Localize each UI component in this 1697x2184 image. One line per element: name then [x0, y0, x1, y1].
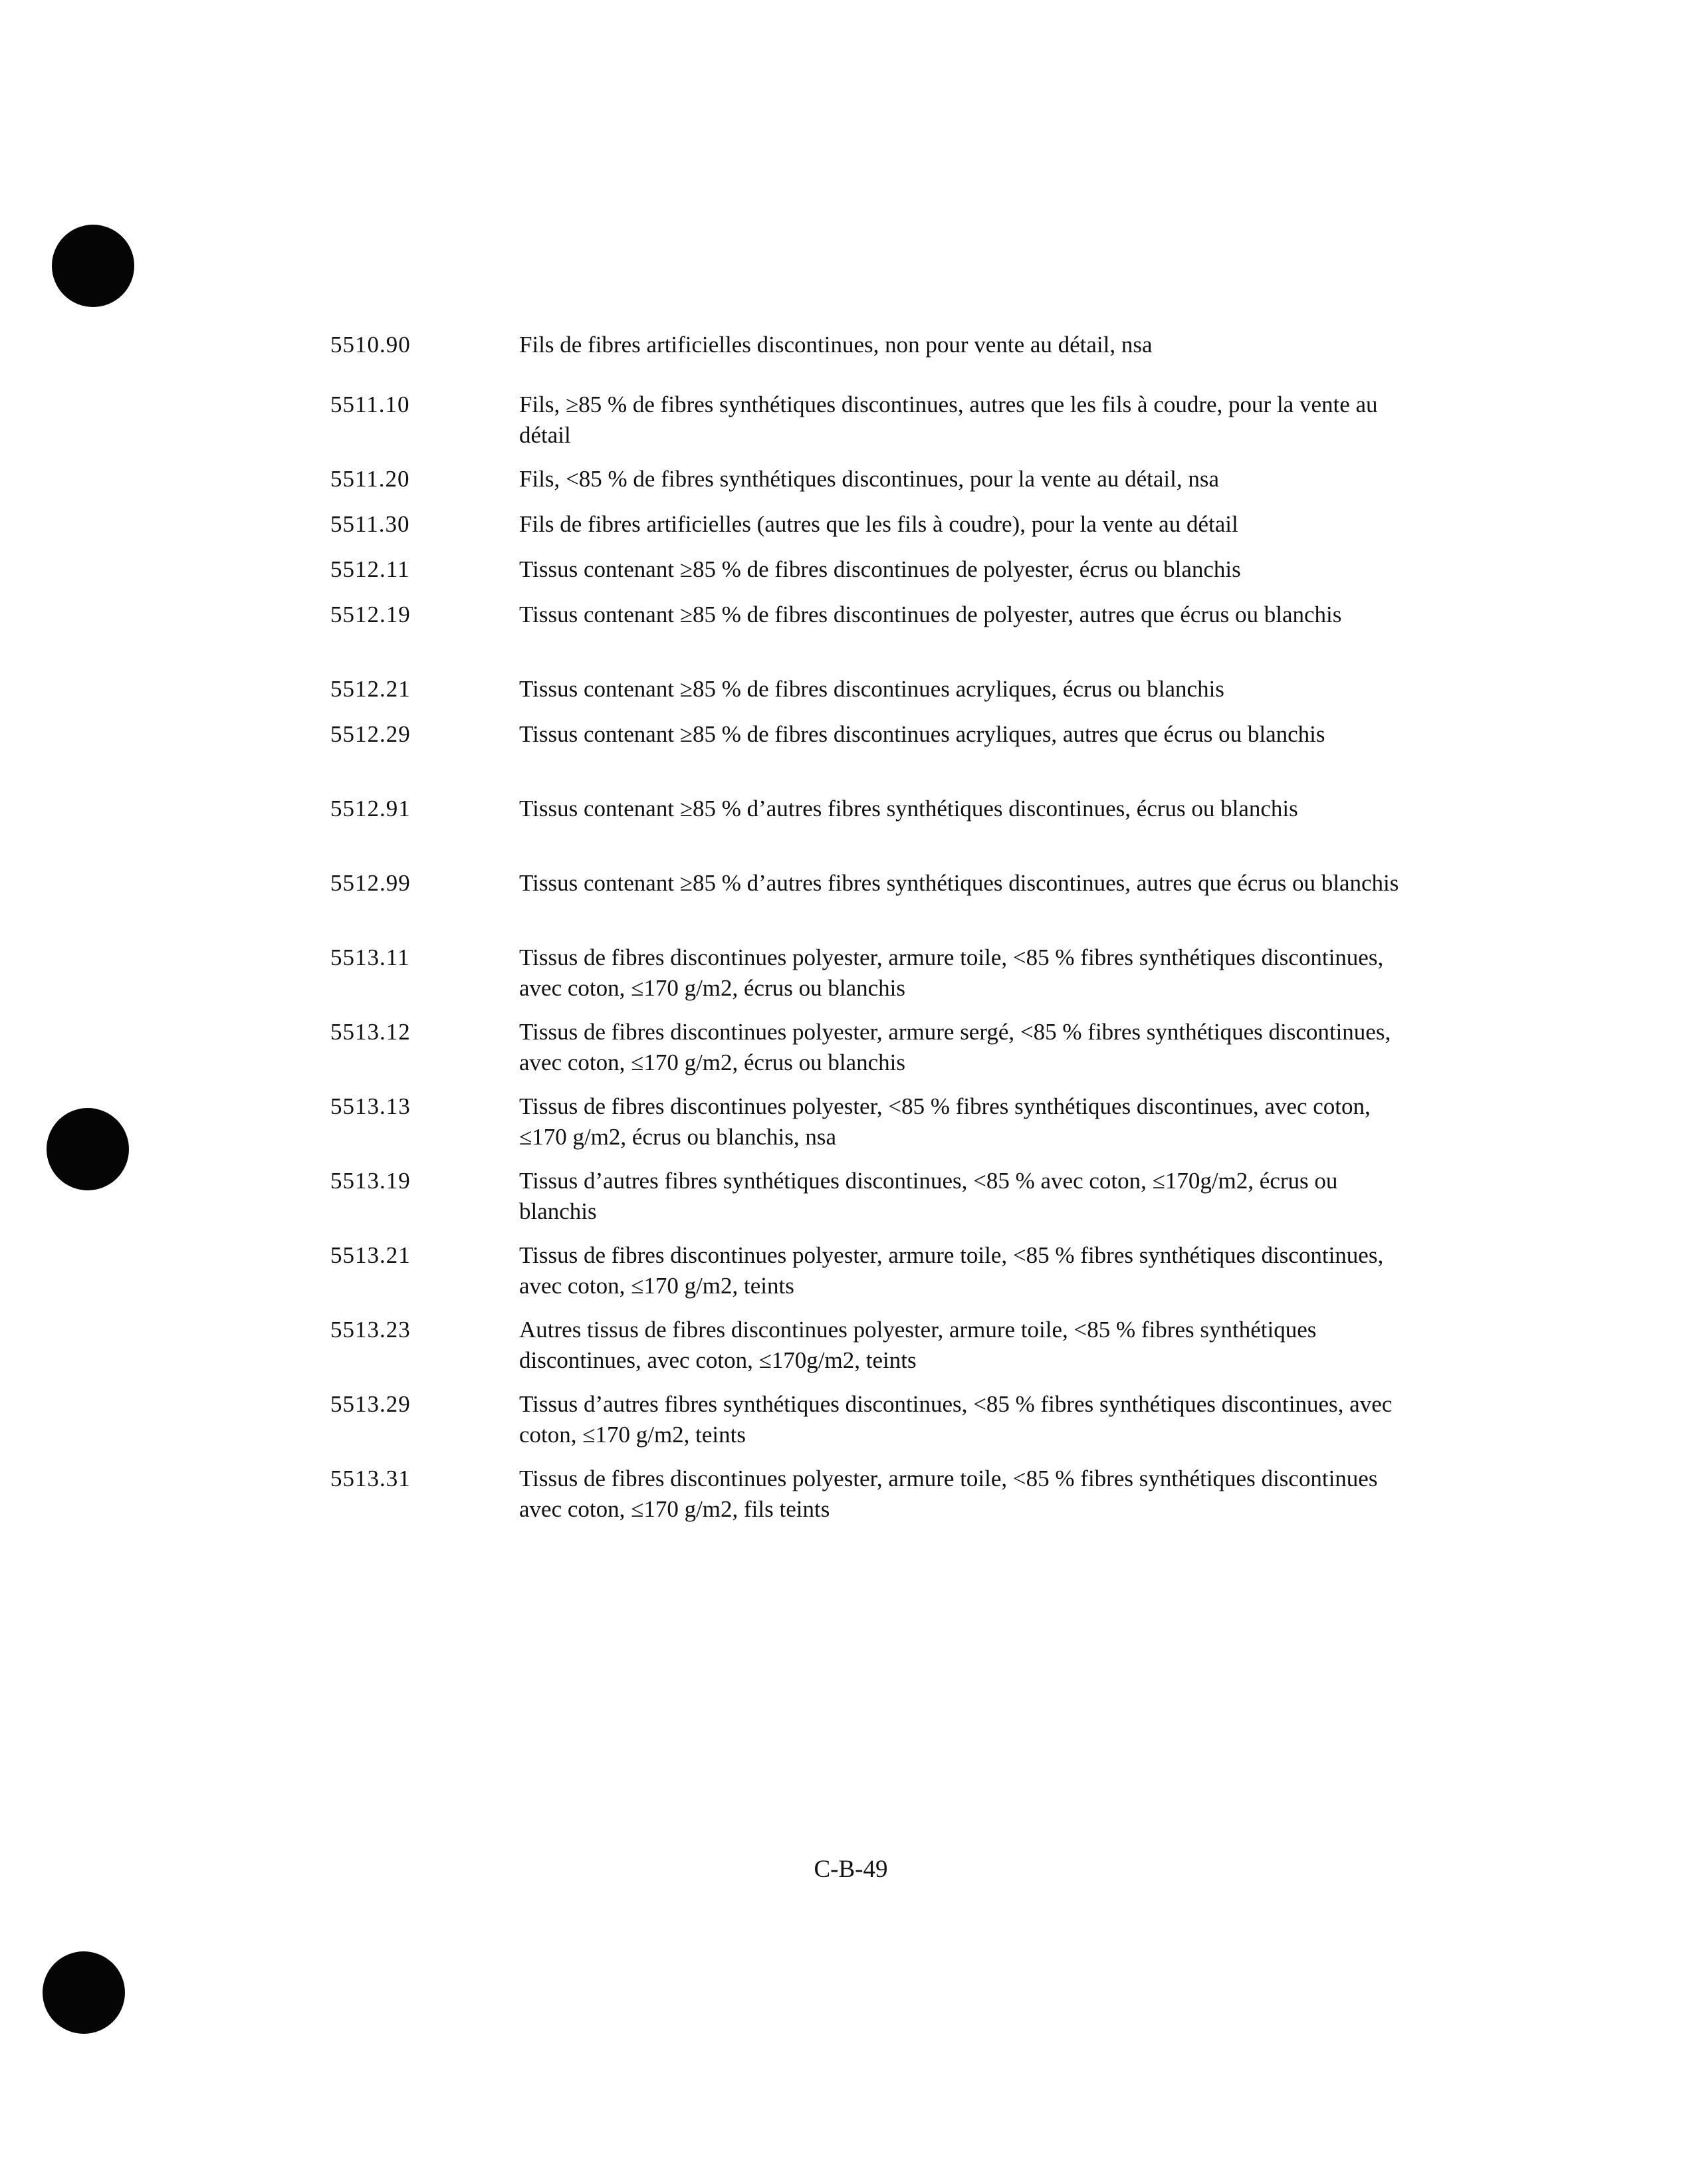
tariff-description: Autres tissus de fibres discontinues polyester, armure toile, <85 % fibres synthétiques discontinues, avec coton, ≤170g/m2, teints: [519, 1317, 1317, 1373]
tariff-row: [330, 509, 1420, 554]
tariff-row: [330, 554, 1420, 600]
punch-hole-middle: [47, 1108, 129, 1190]
tariff-code: 5511.20: [330, 466, 410, 492]
tariff-code: 5513.31: [330, 1466, 411, 1491]
tariff-description: Tissus contenant ≥85 % de fibres discontinues de polyester, écrus ou blanchis: [519, 556, 1241, 582]
tariff-row: [330, 600, 1420, 674]
tariff-code: 5512.21: [330, 676, 411, 702]
tariff-code: 5513.23: [330, 1317, 411, 1343]
tariff-list: [330, 330, 1420, 1538]
tariff-code: 5512.91: [330, 796, 411, 821]
tariff-row: [330, 868, 1420, 942]
tariff-row: [330, 464, 1420, 509]
tariff-description: Fils de fibres artificielles (autres que les fils à coudre), pour la vente au détail: [519, 511, 1238, 537]
tariff-row: [330, 719, 1420, 794]
tariff-code: 5513.13: [330, 1093, 411, 1119]
tariff-row: [330, 1464, 1420, 1538]
tariff-description: Fils, <85 % de fibres synthétiques discontinues, pour la vente au détail, nsa: [519, 466, 1220, 492]
tariff-code: 5513.21: [330, 1242, 411, 1268]
tariff-description: Tissus contenant ≥85 % d’autres fibres synthétiques discontinues, écrus ou blanchis: [519, 796, 1298, 821]
tariff-row: [330, 1166, 1420, 1240]
punch-hole-top: [52, 225, 134, 307]
tariff-code: 5513.29: [330, 1391, 411, 1417]
tariff-row: [330, 942, 1420, 1017]
tariff-code: 5512.99: [330, 870, 411, 896]
tariff-description: Tissus d’autres fibres synthétiques discontinues, <85 % avec coton, ≤170g/m2, écrus ou blanchis: [519, 1168, 1338, 1224]
tariff-description: Tissus de fibres discontinues polyester, armure toile, <85 % fibres synthétiques discontinues, avec coton, ≤170 g/m2, écrus ou blanchis: [519, 944, 1384, 1001]
tariff-description: Tissus de fibres discontinues polyester, armure toile, <85 % fibres synthétiques discontinues avec coton, ≤170 g/m2, fils teints: [519, 1466, 1378, 1522]
tariff-code: 5512.19: [330, 601, 411, 627]
tariff-code: 5510.90: [330, 332, 411, 358]
tariff-description: Tissus contenant ≥85 % d’autres fibres synthétiques discontinues, autres que écrus ou blanchis: [519, 870, 1399, 896]
tariff-code: 5512.29: [330, 721, 411, 747]
tariff-row: [330, 389, 1420, 464]
tariff-code: 5513.11: [330, 944, 410, 970]
tariff-description: Tissus d’autres fibres synthétiques discontinues, <85 % fibres synthétiques discontinues, avec coton, ≤170 g/m2, teints: [519, 1391, 1393, 1448]
tariff-row: [330, 794, 1420, 868]
page-number: C-B-49: [814, 1856, 888, 1883]
tariff-code: 5513.19: [330, 1168, 411, 1194]
tariff-code: 5513.12: [330, 1019, 411, 1045]
punch-hole-bottom: [43, 1951, 125, 2034]
tariff-row: [330, 330, 1420, 389]
tariff-row: [330, 1240, 1420, 1315]
tariff-description: Tissus contenant ≥85 % de fibres discontinues de polyester, autres que écrus ou blanchis: [519, 601, 1342, 627]
tariff-code: 5511.30: [330, 511, 410, 537]
tariff-code: 5511.10: [330, 391, 410, 417]
tariff-row: [330, 1389, 1420, 1464]
tariff-description: Tissus de fibres discontinues polyester, armure toile, <85 % fibres synthétiques discontinues, avec coton, ≤170 g/m2, teints: [519, 1242, 1384, 1299]
tariff-description: Tissus de fibres discontinues polyester, <85 % fibres synthétiques discontinues, avec coton, ≤170 g/m2, écrus ou blanchis, nsa: [519, 1093, 1371, 1150]
tariff-code: 5512.11: [330, 556, 410, 582]
tariff-description: Fils, ≥85 % de fibres synthétiques discontinues, autres que les fils à coudre, pour la vente au détail: [519, 391, 1378, 448]
tariff-description: Tissus de fibres discontinues polyester, armure sergé, <85 % fibres synthétiques discontinues, avec coton, ≤170 g/m2, écrus ou blanchis: [519, 1019, 1391, 1075]
tariff-description: Tissus contenant ≥85 % de fibres discontinues acryliques, autres que écrus ou blanchis: [519, 721, 1325, 747]
tariff-row: [330, 1091, 1420, 1166]
tariff-description: Fils de fibres artificielles discontinues, non pour vente au détail, nsa: [519, 332, 1153, 358]
tariff-row: [330, 1315, 1420, 1389]
tariff-row: [330, 674, 1420, 719]
tariff-row: [330, 1017, 1420, 1091]
tariff-description: Tissus contenant ≥85 % de fibres discontinues acryliques, écrus ou blanchis: [519, 676, 1224, 702]
